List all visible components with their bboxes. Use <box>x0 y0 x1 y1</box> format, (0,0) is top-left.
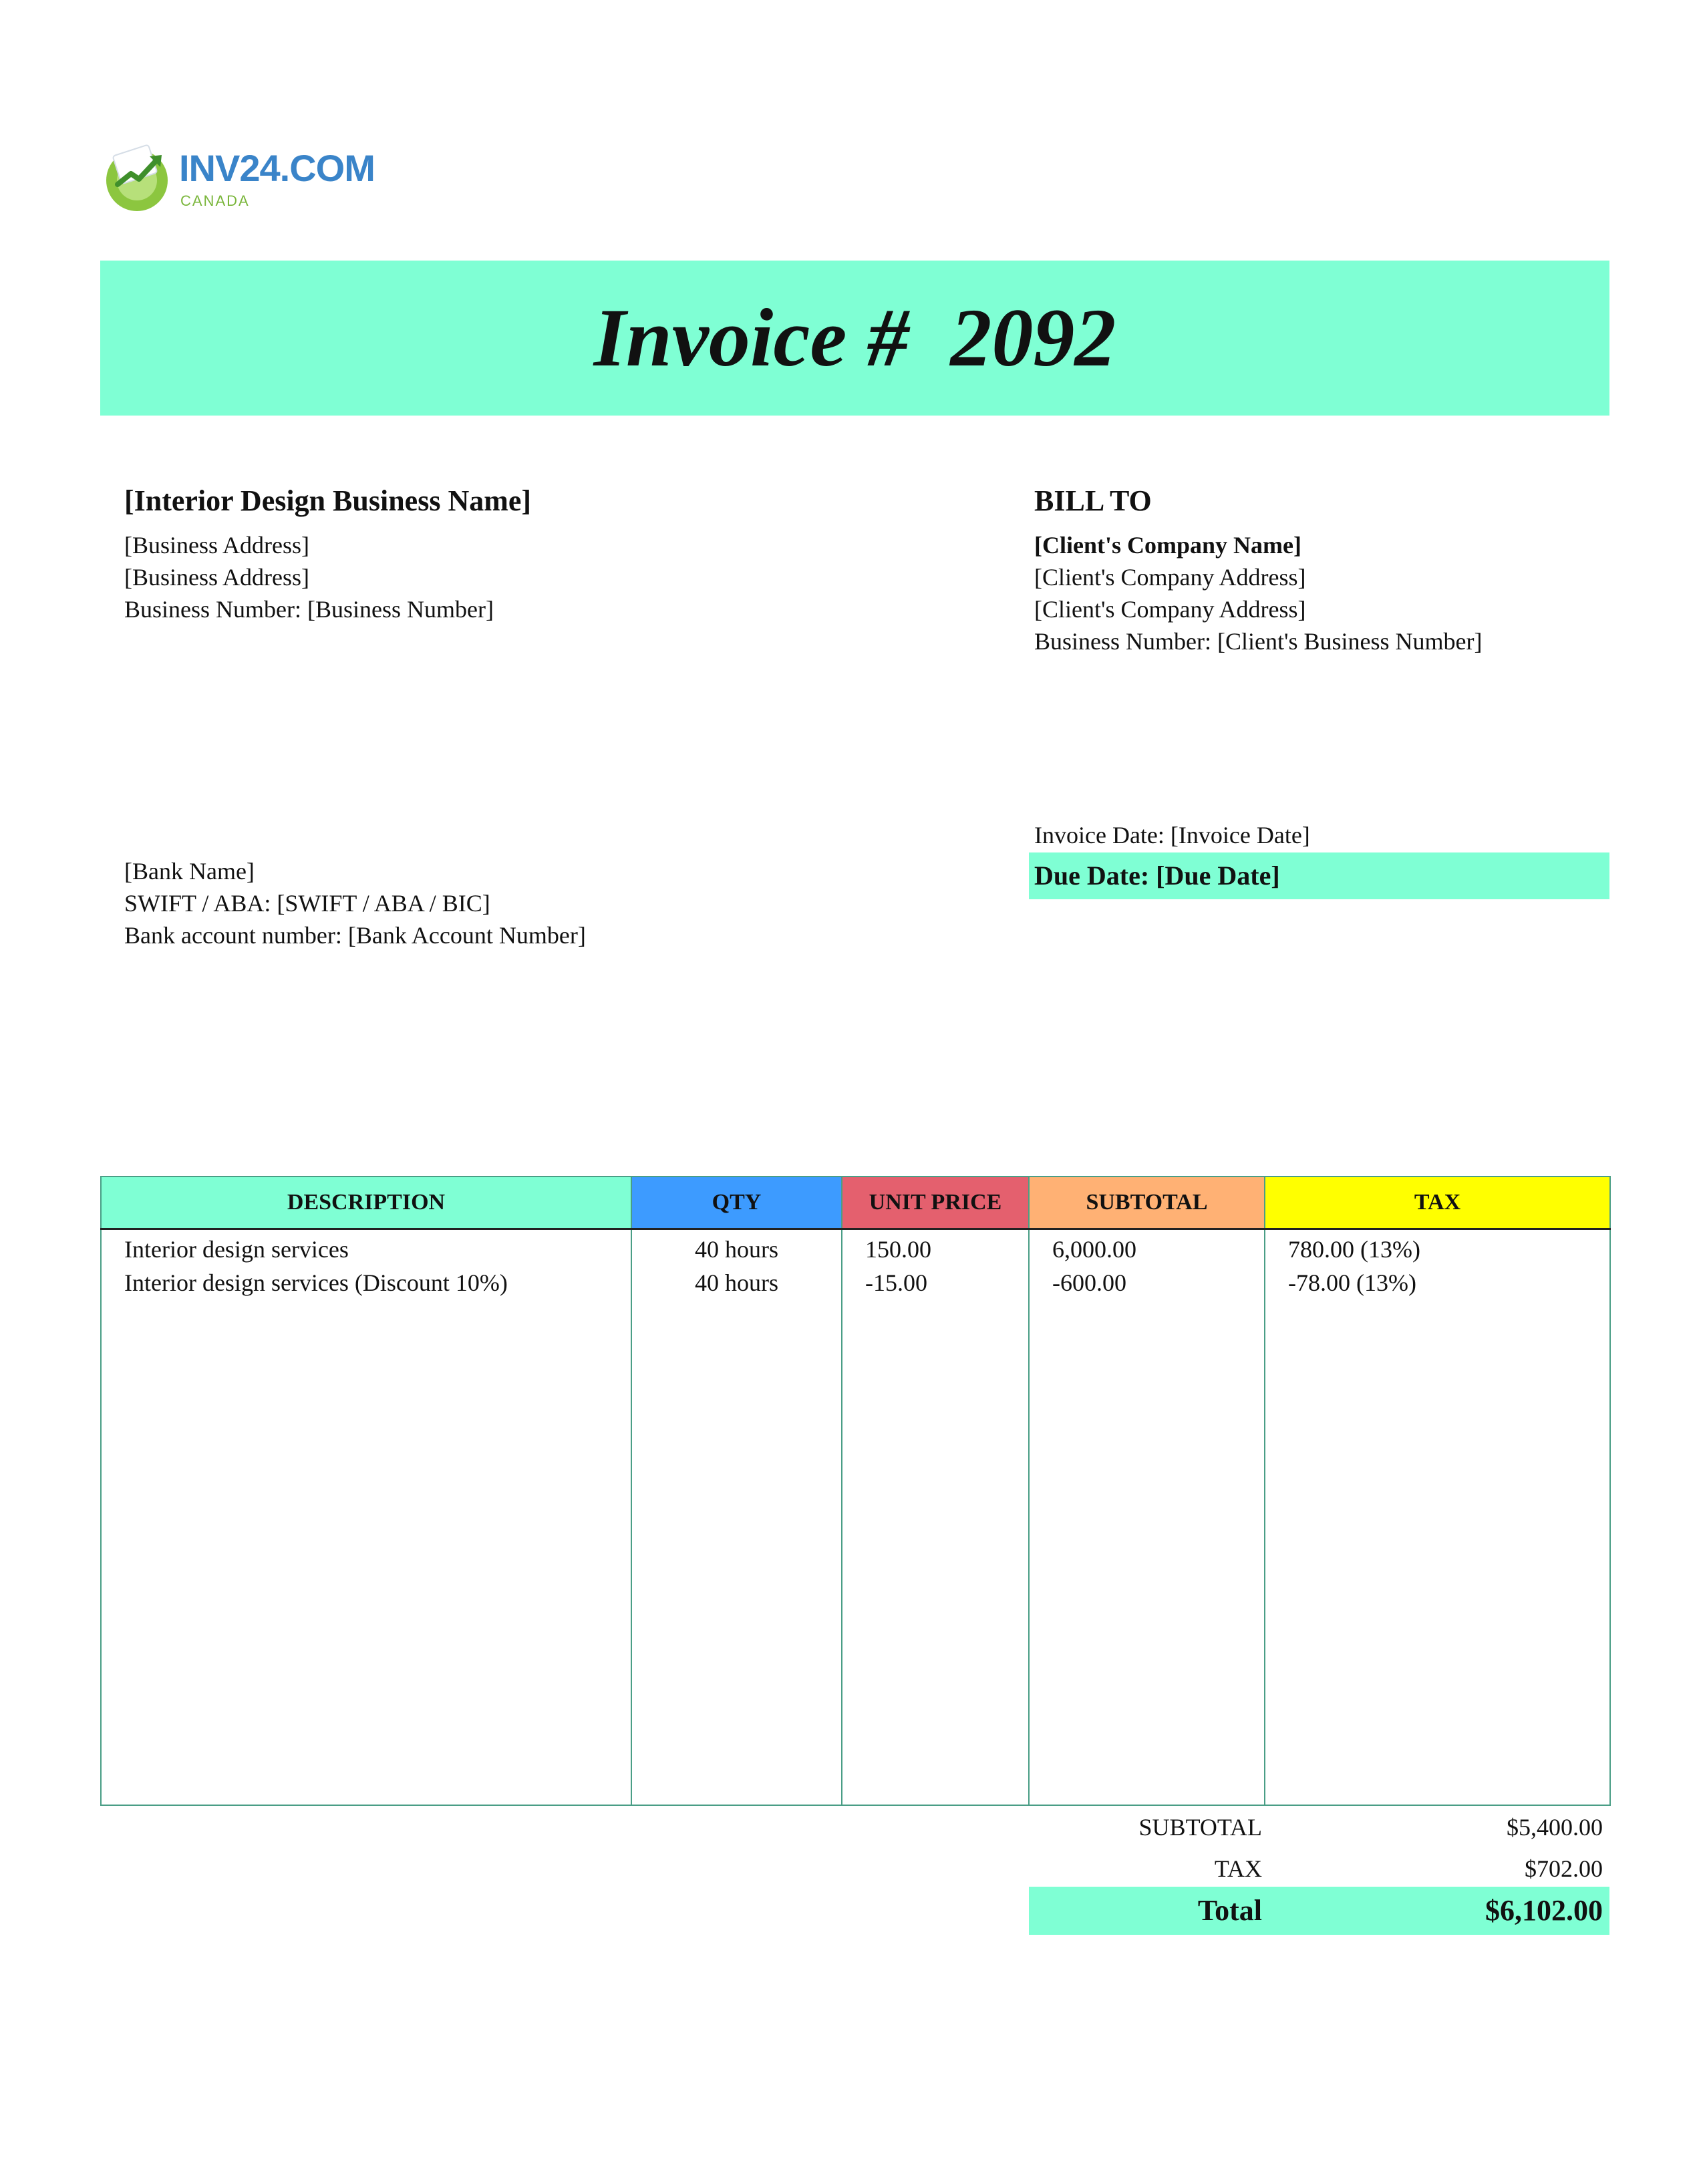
bill-to-heading: BILL TO <box>1034 484 1152 517</box>
client-business-number: Business Number: [Client's Business Number] <box>1034 628 1483 655</box>
bank-name: [Bank Name] <box>124 858 255 885</box>
logo-brand: INV24.COM <box>179 147 375 189</box>
line-items-table <box>100 1176 1611 1806</box>
column-header-qty: QTY <box>631 1177 842 1229</box>
due-date-bar <box>1029 852 1609 899</box>
seller-business-number: Business Number: [Business Number] <box>124 596 494 623</box>
bank-info <box>124 855 605 951</box>
client-address-1: [Client's Company Address] <box>1034 564 1306 591</box>
column-header-description: DESCRIPTION <box>101 1177 631 1229</box>
tax-label: TAX <box>1214 1855 1262 1882</box>
invoice-date: Invoice Date: [Invoice Date] <box>1034 822 1310 848</box>
seller-address-2: [Business Address] <box>124 564 309 591</box>
row-1-unit-price: 150.00 <box>865 1236 931 1263</box>
company-logo <box>100 140 375 220</box>
table-body <box>101 1229 1610 1806</box>
unit-price-column <box>842 1229 1029 1806</box>
seller-address-1: [Business Address] <box>124 532 309 559</box>
row-1-qty: 40 hours <box>695 1236 778 1263</box>
client-address-2: [Client's Company Address] <box>1034 596 1306 623</box>
subtotal-value: $5,400.00 <box>1507 1814 1603 1841</box>
total-row <box>1029 1887 1609 1935</box>
seller-info <box>124 482 531 625</box>
bank-swift: SWIFT / ABA: [SWIFT / ABA / BIC] <box>124 890 490 917</box>
row-1-description: Interior design services <box>124 1236 349 1263</box>
column-header-subtotal: SUBTOTAL <box>1029 1177 1265 1229</box>
row-1-tax: 780.00 (13%) <box>1288 1236 1420 1263</box>
row-2-description: Interior design services (Discount 10%) <box>124 1269 508 1296</box>
invoice-title: Invoice # 2092 <box>593 292 1116 383</box>
client-company-name: [Client's Company Name] <box>1034 532 1301 559</box>
tax-value: $702.00 <box>1525 1855 1603 1882</box>
row-2-qty: 40 hours <box>695 1269 778 1296</box>
row-2-unit-price: -15.00 <box>865 1269 927 1296</box>
seller-name: [Interior Design Business Name] <box>124 484 532 517</box>
total-label: Total <box>1197 1894 1262 1927</box>
row-2-tax: -78.00 (13%) <box>1288 1269 1416 1296</box>
row-2-subtotal: -600.00 <box>1052 1269 1126 1296</box>
subtotal-column <box>1029 1229 1265 1806</box>
tax-column <box>1265 1229 1610 1806</box>
logo-region: CANADA <box>180 192 250 209</box>
bill-to-info <box>1034 482 1482 657</box>
subtotal-label: SUBTOTAL <box>1138 1814 1262 1841</box>
chart-arrow-icon <box>100 140 174 214</box>
due-date: Due Date: [Due Date] <box>1034 861 1280 891</box>
invoice-banner <box>100 261 1609 416</box>
bank-account-number: Bank account number: [Bank Account Number] <box>124 922 586 949</box>
qty-column <box>631 1229 842 1806</box>
row-1-subtotal: 6,000.00 <box>1052 1236 1136 1263</box>
column-header-unit-price: UNIT PRICE <box>842 1177 1029 1229</box>
total-value: $6,102.00 <box>1485 1894 1603 1927</box>
table-header-row <box>101 1177 1610 1229</box>
description-column <box>101 1229 631 1806</box>
column-header-tax: TAX <box>1265 1177 1610 1229</box>
